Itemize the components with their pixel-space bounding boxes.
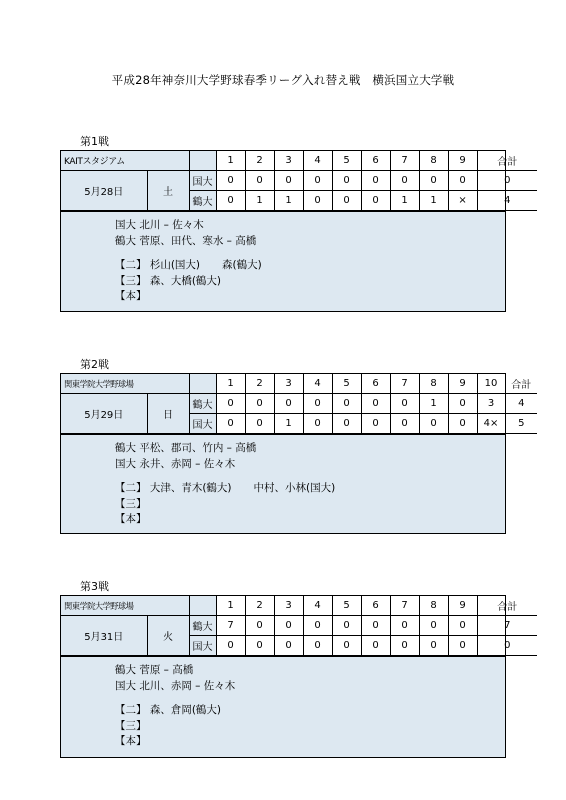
game-date: 5月28日 <box>61 171 147 211</box>
inning-label: 1 <box>216 151 245 171</box>
team-name: 鶴大 <box>189 191 216 211</box>
total-label: 合計 <box>505 374 537 394</box>
battery-line: 鶴大 菅原、田代、寒水 – 高橋 <box>115 234 257 247</box>
inning-label: 9 <box>448 596 477 616</box>
inning-score: 0 <box>390 394 419 414</box>
game-3-box <box>60 595 518 758</box>
doubles-line <box>115 258 505 274</box>
team-name: 国大 <box>189 636 216 656</box>
battery-line: 国大 北川、赤岡 – 佐々木 <box>115 679 236 692</box>
doubles-extra: 森(鶴大) <box>222 259 262 271</box>
inning-score: 7 <box>216 616 245 636</box>
total-score: 0 <box>477 636 537 656</box>
inning-score: × <box>448 191 477 211</box>
doubles-extra: 中村、小林(国大) <box>253 482 336 494</box>
inning-score: 0 <box>303 191 332 211</box>
inning-label: 4 <box>303 596 332 616</box>
homeruns-line: 【本】 <box>115 290 147 302</box>
doubles-line <box>115 481 505 497</box>
game-3-heading: 第3戦 <box>80 580 109 593</box>
game-1-scoreboard <box>61 151 537 211</box>
inning-score: 4× <box>477 414 505 434</box>
game-2-box <box>60 373 532 534</box>
inning-score: 0 <box>216 636 245 656</box>
inning-score: 0 <box>303 636 332 656</box>
battery-line: 国大 北川 – 佐々木 <box>115 219 204 231</box>
inning-score: 0 <box>245 394 274 414</box>
inning-score: 0 <box>332 191 361 211</box>
inning-score: 0 <box>216 394 245 414</box>
inning-score: 0 <box>303 394 332 414</box>
inning-score: 0 <box>332 616 361 636</box>
inning-label: 8 <box>419 151 448 171</box>
inning-score: 0 <box>245 636 274 656</box>
inning-score: 0 <box>216 414 245 434</box>
inning-score: 0 <box>419 414 448 434</box>
triples-line: 【三】 森、大橋(鶴大) <box>115 274 222 287</box>
inning-score: 0 <box>448 414 477 434</box>
inning-label: 3 <box>274 374 303 394</box>
inning-score: 1 <box>419 394 448 414</box>
inning-label: 7 <box>390 151 419 171</box>
game-weekday: 土 <box>147 171 189 211</box>
inning-label: 1 <box>216 374 245 394</box>
inning-score: 0 <box>332 171 361 191</box>
inning-score: 0 <box>274 171 303 191</box>
total-score: 4 <box>477 191 537 211</box>
inning-label: 6 <box>361 151 390 171</box>
inning-label: 2 <box>245 151 274 171</box>
doubles-text: 【二】 森、倉岡(鶴大) <box>115 704 222 716</box>
game-3-notes <box>61 656 505 757</box>
inning-label: 1 <box>216 596 245 616</box>
team-row <box>61 616 537 636</box>
inning-score: 0 <box>390 616 419 636</box>
inning-score: 0 <box>361 394 390 414</box>
inning-score: 0 <box>361 414 390 434</box>
triples-line: 【三】 <box>115 719 147 732</box>
venue: KAITスタジアム <box>61 151 189 171</box>
inning-score: 0 <box>448 636 477 656</box>
inning-score: 0 <box>361 616 390 636</box>
inning-score: 0 <box>245 414 274 434</box>
inning-score: 0 <box>390 171 419 191</box>
team-name: 鶴大 <box>189 616 216 636</box>
homeruns-line: 【本】 <box>115 513 147 525</box>
inning-label: 3 <box>274 151 303 171</box>
inning-score: 0 <box>448 171 477 191</box>
total-score: 0 <box>477 171 537 191</box>
inning-score: 0 <box>419 636 448 656</box>
team-name: 国大 <box>189 171 216 191</box>
venue: 関東学院大学野球場 <box>61 374 189 394</box>
battery-line: 鶴大 平松、郡司、竹内 – 高橋 <box>115 442 257 454</box>
total-label: 合計 <box>477 151 537 171</box>
inning-score: 1 <box>274 414 303 434</box>
team-row <box>61 171 537 191</box>
inning-score: 0 <box>245 171 274 191</box>
inning-label: 5 <box>332 374 361 394</box>
header-blank <box>189 596 216 616</box>
inning-score: 3 <box>477 394 505 414</box>
game-2-notes <box>61 434 505 533</box>
header-blank <box>189 374 216 394</box>
page-title: 平成28年神奈川大学野球春季リーグ入れ替え戦 横浜国立大学戦 <box>111 73 455 87</box>
game-date: 5月31日 <box>61 616 147 656</box>
doubles-text: 【二】 大津、青木(鶴大) <box>115 482 232 494</box>
game-1-notes <box>61 211 505 311</box>
inning-score: 0 <box>448 394 477 414</box>
inning-score: 0 <box>216 191 245 211</box>
inning-score: 0 <box>303 616 332 636</box>
team-name: 鶴大 <box>189 394 216 414</box>
inning-score: 0 <box>390 636 419 656</box>
game-1-heading: 第1戦 <box>80 135 109 148</box>
homeruns-line: 【本】 <box>115 735 147 747</box>
team-row <box>61 394 537 414</box>
inning-score: 0 <box>332 636 361 656</box>
game-3-scoreboard <box>61 596 537 656</box>
inning-label: 5 <box>332 596 361 616</box>
inning-score: 1 <box>274 191 303 211</box>
innings-header-row <box>61 596 537 616</box>
inning-score: 0 <box>274 616 303 636</box>
game-date: 5月29日 <box>61 394 147 434</box>
inning-score: 0 <box>216 171 245 191</box>
game-weekday: 火 <box>147 616 189 656</box>
inning-score: 0 <box>303 171 332 191</box>
inning-label: 10 <box>477 374 505 394</box>
innings-header-row <box>61 374 537 394</box>
total-score: 4 <box>505 394 537 414</box>
inning-score: 0 <box>419 616 448 636</box>
inning-label: 9 <box>448 151 477 171</box>
game-weekday: 日 <box>147 394 189 434</box>
triples-line: 【三】 <box>115 497 147 510</box>
total-label: 合計 <box>477 596 537 616</box>
inning-label: 4 <box>303 374 332 394</box>
inning-score: 0 <box>419 171 448 191</box>
inning-score: 0 <box>361 191 390 211</box>
inning-score: 0 <box>361 171 390 191</box>
inning-score: 0 <box>245 616 274 636</box>
inning-score: 0 <box>274 636 303 656</box>
venue: 関東学院大学野球場 <box>61 596 189 616</box>
inning-score: 0 <box>332 414 361 434</box>
inning-score: 1 <box>419 191 448 211</box>
header-blank <box>189 151 216 171</box>
inning-score: 0 <box>274 394 303 414</box>
battery-line: 国大 永井、赤岡 – 佐々木 <box>115 457 236 470</box>
inning-label: 3 <box>274 596 303 616</box>
inning-score: 1 <box>390 191 419 211</box>
team-name: 国大 <box>189 414 216 434</box>
inning-label: 7 <box>390 374 419 394</box>
inning-label: 4 <box>303 151 332 171</box>
doubles-line <box>115 703 505 719</box>
innings-header-row <box>61 151 537 171</box>
total-score: 5 <box>505 414 537 434</box>
inning-label: 6 <box>361 374 390 394</box>
inning-score: 0 <box>361 636 390 656</box>
inning-label: 9 <box>448 374 477 394</box>
game-2-scoreboard <box>61 374 537 434</box>
inning-score: 0 <box>332 394 361 414</box>
inning-label: 7 <box>390 596 419 616</box>
inning-label: 8 <box>419 596 448 616</box>
doubles-text: 【二】 杉山(国大) <box>115 259 201 271</box>
inning-score: 0 <box>448 616 477 636</box>
game-2-heading: 第2戦 <box>80 358 109 371</box>
inning-label: 2 <box>245 374 274 394</box>
total-score: 7 <box>477 616 537 636</box>
inning-score: 1 <box>245 191 274 211</box>
inning-score: 0 <box>303 414 332 434</box>
inning-score: 0 <box>390 414 419 434</box>
inning-label: 8 <box>419 374 448 394</box>
inning-label: 2 <box>245 596 274 616</box>
inning-label: 5 <box>332 151 361 171</box>
battery-line: 鶴大 菅原 – 高橋 <box>115 664 194 676</box>
game-1-box <box>60 150 518 312</box>
inning-label: 6 <box>361 596 390 616</box>
